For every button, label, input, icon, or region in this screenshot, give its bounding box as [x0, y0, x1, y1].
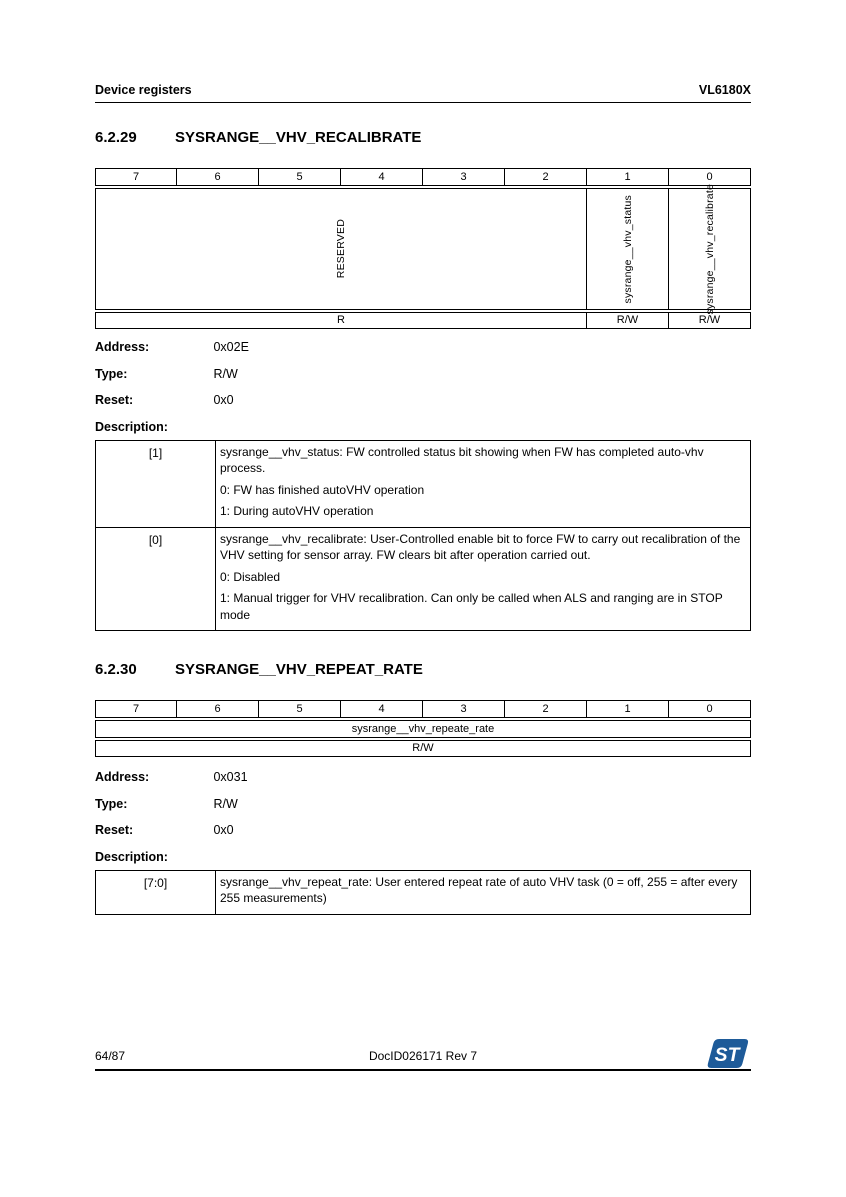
- bit-6: 6: [177, 168, 259, 186]
- bit-description-cell: [216, 441, 750, 527]
- access-vhv-status: R/W: [587, 312, 669, 329]
- option-0: 0: Disabled: [220, 569, 281, 584]
- section-heading-6230: [95, 661, 751, 678]
- access-type-row: [95, 740, 751, 757]
- section-number: 6.2.30: [95, 661, 137, 678]
- address-row: [95, 340, 751, 354]
- footer-doc-id: DocID026171 Rev 7: [368, 1049, 478, 1063]
- reset-value: 0x0: [213, 823, 234, 837]
- bit-4: 4: [341, 168, 423, 186]
- header-product-name: VL6180X: [698, 83, 751, 97]
- reset-label: Reset:: [95, 823, 134, 837]
- address-label: Address:: [95, 770, 150, 784]
- bit-7: 7: [95, 700, 177, 718]
- description-label: Description:: [95, 419, 168, 434]
- access-reserved: R: [95, 312, 587, 329]
- type-value: R/W: [213, 796, 238, 811]
- field-name-row: [95, 720, 751, 738]
- bit-3: 3: [423, 700, 505, 718]
- table-row: [96, 527, 750, 631]
- type-label: Type:: [95, 366, 128, 381]
- bit-5: 5: [259, 168, 341, 186]
- page-body: [95, 129, 751, 915]
- field-vhv-status-cell: [587, 188, 669, 310]
- bit-4: 4: [341, 700, 423, 718]
- page-header: [95, 83, 751, 97]
- bit-1: 1: [587, 700, 669, 718]
- description-table-recalibrate: [95, 440, 751, 632]
- field-reserved-label: RESERVED: [335, 219, 347, 279]
- section-heading-6229: [95, 129, 751, 146]
- bit-7: 7: [95, 168, 177, 186]
- address-value: 0x02E: [213, 340, 249, 354]
- reset-value: 0x0: [213, 393, 234, 407]
- bit-number-row: [95, 168, 751, 186]
- bit-2: 2: [505, 168, 587, 186]
- bit-6: 6: [177, 700, 259, 718]
- reset-row: [95, 393, 751, 407]
- bit-3: 3: [423, 168, 505, 186]
- type-row: [95, 797, 751, 811]
- field-reserved-cell: [95, 188, 587, 310]
- bit-description-cell: [216, 528, 750, 631]
- bit-0: 0: [669, 168, 751, 186]
- address-row: [95, 770, 751, 784]
- bit-range-cell: [0]: [96, 528, 216, 631]
- footer-page-number: 64/87: [95, 1049, 126, 1063]
- reset-row: [95, 823, 751, 837]
- description-table-repeat-rate: [95, 870, 751, 915]
- table-row: [96, 871, 750, 914]
- description-label: Description:: [95, 849, 168, 864]
- field-repeat-rate-label: sysrange__vhv_repeate_rate: [95, 720, 751, 738]
- type-value: R/W: [213, 366, 238, 381]
- description-text: sysrange__vhv_status: FW controlled status bit showing when FW has completed auto-vhv process.: [220, 444, 704, 475]
- bit-0: 0: [669, 700, 751, 718]
- option-1: 1: Manual trigger for VHV recalibration. Can only be called when ALS and ranging are in STOP mode: [220, 591, 723, 622]
- footer-rule: [95, 1069, 751, 1071]
- section-spacer: [95, 631, 751, 661]
- option-0: 0: FW has finished autoVHV operation: [220, 482, 425, 497]
- option-1: 1: During autoVHV operation: [220, 504, 374, 518]
- register-meta-recalibrate: [95, 340, 751, 434]
- access-repeat-rate: R/W: [95, 740, 751, 757]
- bit-range-cell: [7:0]: [96, 871, 216, 914]
- bit-number-row: [95, 700, 751, 718]
- description-text: sysrange__vhv_repeat_rate: User entered repeat rate of auto VHV task (0 = off, 255 = after every 255 measurements): [220, 874, 738, 905]
- register-meta-repeat-rate: [95, 770, 751, 864]
- st-logo-icon: [705, 1038, 749, 1069]
- bit-description-cell: [216, 871, 750, 914]
- header-section-title: Device registers: [95, 83, 192, 97]
- field-name-row: [95, 183, 751, 315]
- bit-5: 5: [259, 700, 341, 718]
- type-row: [95, 367, 751, 381]
- access-type-row: [95, 312, 751, 329]
- description-text: sysrange__vhv_recalibrate: User-Controlled enable bit to force FW to carry out recalibration of the VHV setting for sensor array. FW clears bit after operation carried out.: [220, 531, 741, 562]
- register-bit-table-repeat-rate: [95, 700, 751, 757]
- section-title: SYSRANGE__VHV_REPEAT_RATE: [175, 661, 423, 678]
- bit-2: 2: [505, 700, 587, 718]
- address-value: 0x031: [213, 770, 248, 784]
- section-number: 6.2.29: [95, 129, 137, 146]
- bit-1: 1: [587, 168, 669, 186]
- access-vhv-recalibrate: R/W: [669, 312, 751, 329]
- field-vhv-recalibrate-cell: [669, 183, 751, 315]
- reset-label: Reset:: [95, 393, 134, 407]
- field-vhv-status-label: sysrange__vhv_status: [621, 194, 634, 304]
- st-logo-text: ST: [714, 1043, 740, 1066]
- field-vhv-recalibrate-label: sysrange__vhv_recalibrate: [703, 183, 716, 315]
- section-title: SYSRANGE__VHV_RECALIBRATE: [175, 129, 422, 146]
- header-rule: [95, 102, 751, 103]
- register-bit-table-recalibrate: [95, 168, 751, 329]
- table-row: [96, 441, 750, 527]
- address-label: Address:: [95, 340, 150, 354]
- bit-range-cell: [1]: [96, 441, 216, 527]
- type-label: Type:: [95, 796, 128, 811]
